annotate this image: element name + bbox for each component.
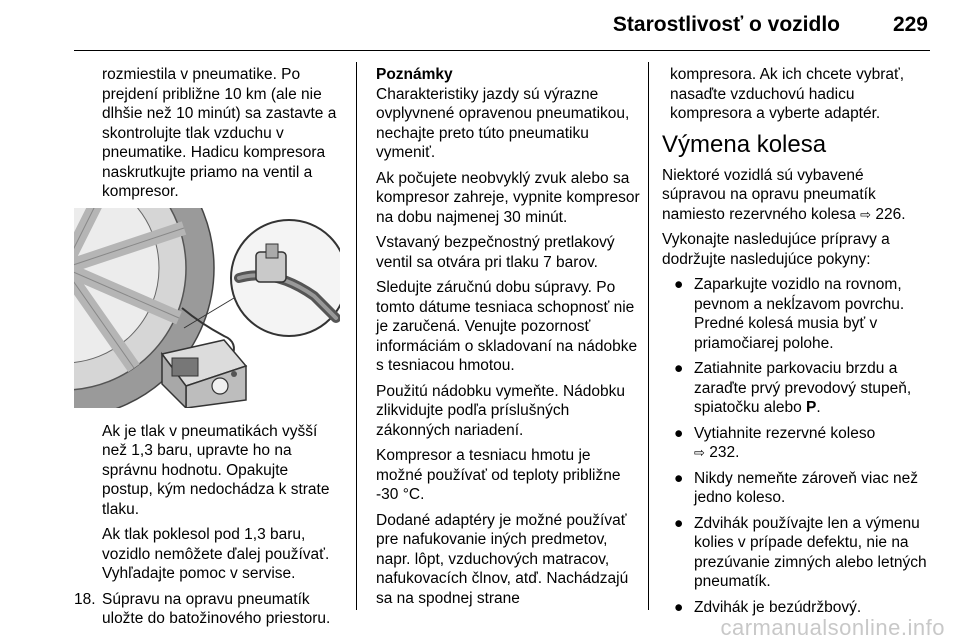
column-2 xyxy=(376,65,640,614)
note-heading: Poznámky xyxy=(376,66,453,83)
bullet-icon: ● xyxy=(674,514,684,532)
bullet-icon: ● xyxy=(674,276,684,293)
bullet-icon: ● xyxy=(674,360,684,377)
bullet-text: Nikdy nemeňte zároveň viac než jedno koleso. xyxy=(694,469,919,506)
column-1 xyxy=(74,65,340,629)
column-divider-left xyxy=(356,62,357,610)
bullet-text: Vytiahnite rezervné koleso xyxy=(694,424,876,442)
bullet-item xyxy=(662,275,930,353)
step-18 xyxy=(74,590,340,629)
tire-compressor-drawing xyxy=(74,208,340,408)
bullet-text: Zdvihák je bezúdržbový. xyxy=(694,598,862,616)
note-paragraph: Ak počujete neobvyklý zvuk alebo sa kompresor zahreje, vypnite kompresor na dobu najmenej 30 minút. xyxy=(376,169,640,226)
bullet-icon: ● xyxy=(674,424,684,442)
watermark: carmanualsonline.info xyxy=(720,615,945,640)
column-divider-right xyxy=(648,62,649,610)
bullet-text: Zatiahnite parkovaciu brzdu a zaraďte prvý prevodový stupeň, spiatočku alebo xyxy=(694,360,912,416)
intro-text: Niektoré vozidlá sú vybavené súpravou na opravu pneumatík namiesto rezervného kolesa xyxy=(662,166,876,223)
note-paragraph: Sledujte záručnú dobu súpravy. Po tomto dátume tesniaca schopnosť nie je zaručená. Venujte pozornosť informáciám o skladovaní na nádobke s tesniacou hmotou. xyxy=(376,279,638,374)
step-text: Súpravu na opravu pneumatík uložte do batožinového priestoru. xyxy=(102,590,331,627)
reverse-gear-symbol: P xyxy=(806,399,817,416)
section-title: Výmena kolesa xyxy=(662,130,827,158)
step-number: 18. xyxy=(74,590,96,608)
bullet-text: Zdvihák používajte len a výmenu kolies v prípade defektu, nie na prezúvanie zimných alebo letných pneumatík. xyxy=(694,514,927,590)
intro-page-ref[interactable]: 226. xyxy=(875,205,906,223)
intro-paragraph xyxy=(662,166,930,225)
tire-compressor-illustration xyxy=(74,208,340,408)
header-rule xyxy=(74,50,930,51)
col3-paragraph-top: kompresora. Ak ich chcete vybrať, nasaďte vzduchovú hadicu kompresora a vyberte adaptér. xyxy=(670,66,905,122)
bullet-icon: ● xyxy=(674,598,684,616)
note-paragraph: Použitú nádobku vymeňte. Nádobku zlikvidujte podľa príslušných zákonných nariadení. xyxy=(376,382,626,439)
note-paragraph: Vstavaný bezpečnostný pretlakový ventil sa otvára pri tlaku 7 barov. xyxy=(376,234,615,271)
arrow-ref-icon: ⇨ xyxy=(694,445,705,460)
page-header-title: Starostlivosť o vozidlo xyxy=(612,13,840,36)
col1-paragraph-pressure-high: Ak je tlak v pneumatikách vyšší než 1,3 baru, upravte ho na správnu hodnotu. Opakujte postup, kým nedochádza k strate tlaku. xyxy=(102,422,330,518)
col1-paragraph-pressure-low: Ak tlak poklesol pod 1,3 baru, vozidlo nemôžete ďalej používať. Vyhľadajte pomoc v servise. xyxy=(102,526,330,582)
arrow-ref-icon: ⇨ xyxy=(860,206,872,222)
bullet-icon: ● xyxy=(674,469,684,487)
col1-paragraph-top: rozmiestila v pneumatike. Po prejdení približne 10 km (ale nie dlhšie než 10 minút) sa zastavte a skontrolujte tlak vzduchu v pneumatike. Hadicu kompresora naskrutkujte priamo na ventil a kompresor. xyxy=(102,66,337,200)
spare-wheel-page-ref[interactable]: 232. xyxy=(709,444,740,461)
note-paragraph: Kompresor a tesniacu hmotu je možné používať od teploty približne -30 °C. xyxy=(376,447,621,503)
page-number: 229 xyxy=(892,13,928,36)
bullet-item xyxy=(662,514,930,592)
bullet-item xyxy=(662,424,930,463)
bullet-item: ● Zatiahnite parkovaciu brzdu a zaraďte prvý prevodový stupeň, spiatočku alebo P. xyxy=(674,360,912,416)
column-3 xyxy=(662,65,930,623)
prep-paragraph: Vykonajte nasledujúce prípravy a dodržujte nasledujúce pokyny: xyxy=(662,231,890,268)
bullet-text: Zaparkujte vozidlo na rovnom, pevnom a nekĺzavom povrchu. Predné kolesá musia byť v priamočiarej polohe. xyxy=(694,276,905,352)
note-paragraph: Dodané adaptéry je možné používať pre nafukovanie iných predmetov, napr. lôpt, vzduchových matracov, nafukovacích člnov, atď. Nachádzajú sa na spodnej strane xyxy=(376,511,629,607)
bullet-item xyxy=(662,469,930,508)
note-paragraph: Charakteristiky jazdy sú výrazne ovplyvnené opravenou pneumatikou, nechajte preto túto pneumatiku vymeniť. xyxy=(376,85,630,161)
